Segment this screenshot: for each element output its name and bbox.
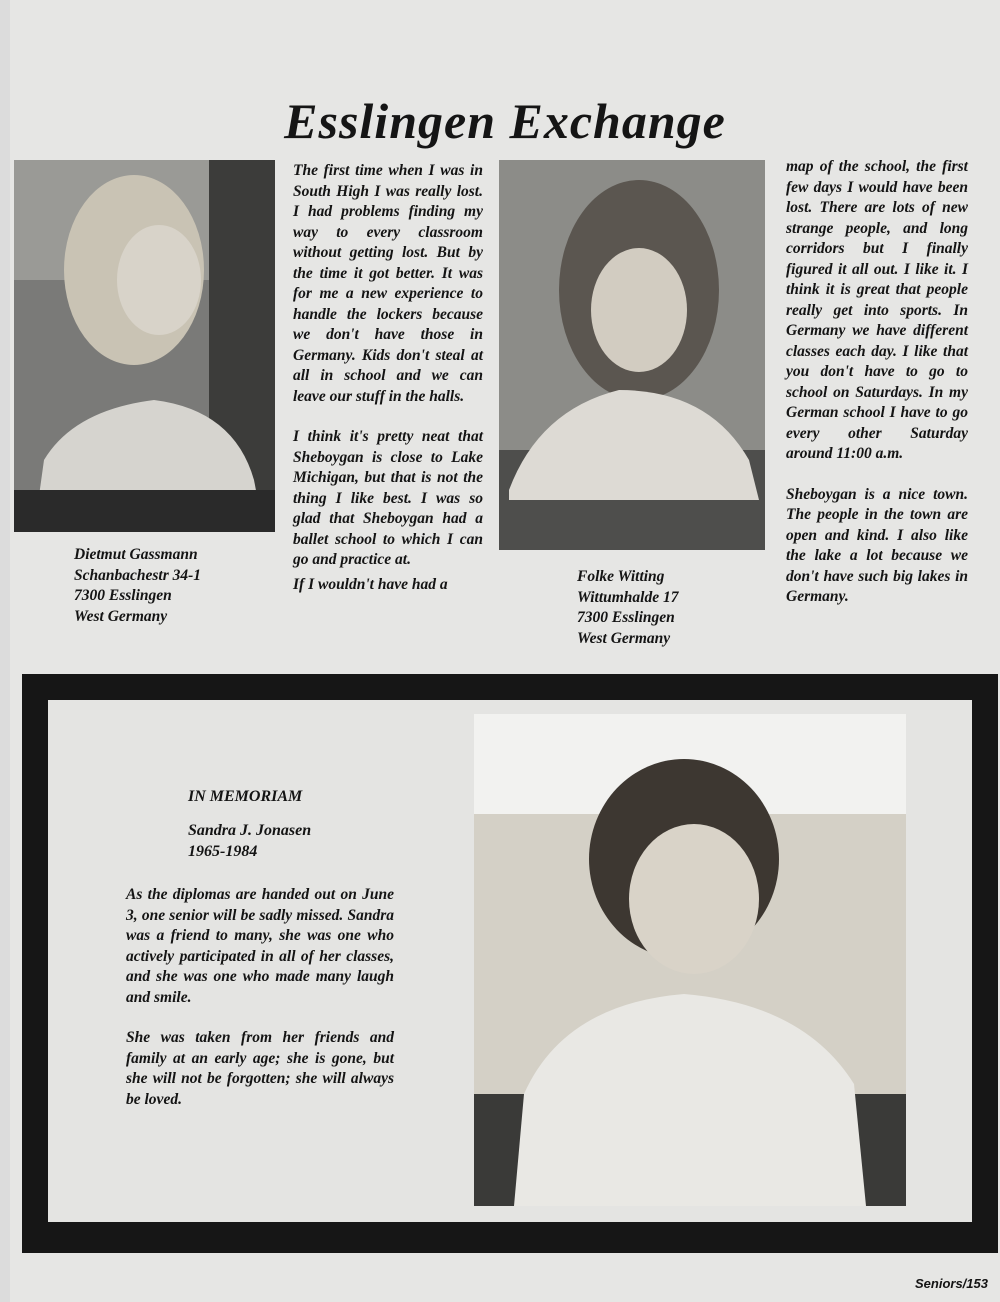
student2-street: Wittumhalde 17 <box>577 588 679 606</box>
student1-name: Dietmut Gassmann <box>74 546 198 563</box>
memorial-text <box>126 885 394 1130</box>
page-title: Esslingen Exchange <box>284 93 726 149</box>
student1-photo <box>14 160 275 532</box>
memorial-years: 1965-1984 <box>188 843 258 860</box>
yearbook-page <box>10 0 1000 1302</box>
student1-paragraph: I think it's pretty neat that Sheboygan is close to Lake Michigan, but that is not the thing I like best. I was so glad that Sheboygan had a ballet school to which I can go and practice at. <box>293 428 483 568</box>
memorial-name-block <box>188 820 311 862</box>
memorial-panel <box>48 700 972 1222</box>
page-folio: Seniors/153 <box>915 1276 988 1291</box>
student1-paragraph: If I wouldn't have had a <box>293 575 448 593</box>
student2-photo <box>499 160 765 550</box>
student2-address <box>577 567 678 649</box>
student1-country: West Germany <box>74 607 168 625</box>
memorial-name: Sandra J. Jonasen <box>188 822 312 839</box>
student2-text <box>786 157 968 628</box>
student2-city: 7300 Esslingen <box>577 609 675 626</box>
memorial-frame <box>22 674 998 1253</box>
student1-text <box>293 161 483 615</box>
memorial-photo <box>474 714 906 1206</box>
student2-name: Folke Witting <box>577 568 665 585</box>
student1-street: Schanbachestr 34-1 <box>74 566 202 584</box>
student2-paragraph: Sheboygan is a nice town. The people in the town are open and kind. I also like the lake a lot because we don't have such big lakes in Germany. <box>786 485 968 605</box>
student2-country: West Germany <box>577 629 671 647</box>
student1-address <box>74 545 201 627</box>
memorial-paragraph: She was taken from her friends and family at an early age; she is gone, but she will not be forgotten; she will always be loved. <box>126 1029 394 1108</box>
student1-paragraph: The first time when I was in South High I was really lost. I had problems finding my way to every classroom without getting lost. But by the time it got better. It was for me a new experience to handle the lockers because we don't have those in Germany. Kids don't steal at all in school and we can leave our stuff in the halls. <box>293 162 483 405</box>
memorial-heading: IN MEMORIAM <box>188 788 303 805</box>
student2-paragraph: map of the school, the first few days I would have been lost. There are lots of new strange people, and long corridors but I finally figured it all out. I like it. I think it is great that people really get into sports. In Germany we have different classes each day. I like that you don't have to go to school on Saturdays. In my German school I have to go every other Saturday around 11:00 a.m. <box>786 158 968 462</box>
student1-city: 7300 Esslingen <box>74 587 172 604</box>
memorial-paragraph: As the diplomas are handed out on June 3, one senior will be sadly missed. Sandra was a friend to many, she was one who actively participated in all of her classes, and she was one who made many laugh and smile. <box>126 886 394 1006</box>
